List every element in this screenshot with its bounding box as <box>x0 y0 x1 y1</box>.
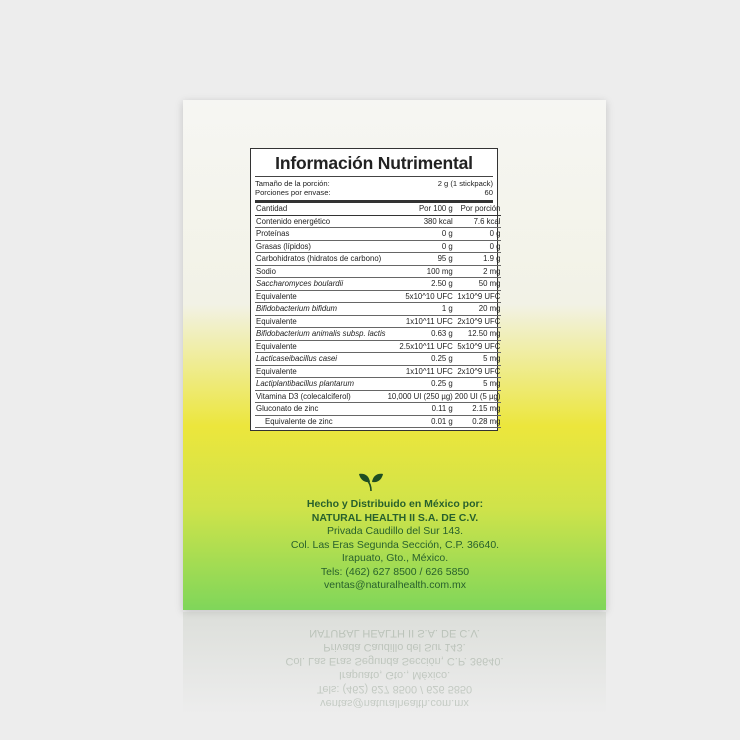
nutrition-row <box>255 415 501 428</box>
serving-size-value: 2 g (1 stickpack) <box>437 179 493 188</box>
per-100g-value: 0.25 g <box>387 353 454 366</box>
servings-value: 60 <box>484 188 493 197</box>
per-portion-value: 0.28 mg <box>454 415 502 428</box>
nutrient-name: Saccharomyces boulardii <box>255 278 387 291</box>
per-portion-value: 200 UI (5 µg) <box>454 391 501 401</box>
nutrient-name: Gluconato de zinc <box>255 403 387 416</box>
nutrient-name: Equivalente de zinc <box>255 415 387 428</box>
per-100g-value: 100 mg <box>387 265 454 278</box>
nutrition-row <box>255 390 501 403</box>
servings-per-container-row <box>255 188 493 197</box>
per-100g-value: 2.5x10^11 UFC <box>387 340 454 353</box>
nutrition-facts-panel <box>250 148 501 431</box>
nutrition-row <box>255 365 501 378</box>
nutrient-name: Equivalente <box>255 315 387 328</box>
per-portion-value: 1x10^9 UFC <box>454 290 502 303</box>
per-portion-value: 1.9 g <box>454 253 502 266</box>
phone-numbers: Tels: (462) 627 8500 / 626 5850 <box>320 565 470 578</box>
header-quantity: Cantidad <box>255 203 387 215</box>
per-100g-value: 0.11 g <box>387 403 454 416</box>
nutrition-row <box>255 265 501 278</box>
box-reflection <box>183 612 606 740</box>
reflection-text: ventas@naturalhealth.com.mx Tels: (462) 627 8500 / 626 5850 Irapuato, Gto., México. Col. Las Eras Segunda Sección, C.P. 36640. Privada Caudillo del Sur 143. NATURAL HEALTH II S.A. DE C.V. <box>285 627 504 709</box>
nutrition-row <box>255 278 501 291</box>
company-name: NATURAL HEALTH II S.A. DE C.V. <box>311 511 479 524</box>
per-100g-value: 2.50 g <box>387 278 454 291</box>
nutrient-name: Equivalente <box>255 290 387 303</box>
per-100g-value: 0.25 g <box>387 378 454 391</box>
servings-label: Porciones por envase: <box>255 188 331 197</box>
per-portion-value: 2x10^9 UFC <box>454 365 502 378</box>
nutrition-row <box>255 403 501 416</box>
nutrient-name: Sodio <box>255 265 387 278</box>
nutrition-header-row <box>255 203 501 215</box>
per-portion-value: 7.6 kcal <box>454 215 502 228</box>
nutrition-row <box>255 303 501 316</box>
per-portion-value: 0 g <box>454 240 502 253</box>
per-100g-value: 1x10^11 UFC <box>387 315 454 328</box>
nutrient-name: Contenido energético <box>255 215 387 228</box>
nutrient-name: Lactiplantibacillus plantarum <box>255 378 387 391</box>
nutrition-row <box>255 353 501 366</box>
nutrient-name: Lacticaseibacillus casei <box>255 353 387 366</box>
nutrition-row <box>255 378 501 391</box>
per-portion-value: 5x10^9 UFC <box>454 340 502 353</box>
nutrient-name: Proteínas <box>255 228 387 241</box>
serving-size-label: Tamaño de la porción: <box>255 179 330 188</box>
per-portion-value: 12.50 mg <box>454 328 502 341</box>
nutrition-row <box>255 340 501 353</box>
nutrition-table <box>255 203 501 428</box>
serving-info <box>255 176 493 197</box>
nutrition-row <box>255 228 501 241</box>
per-100g-value: 95 g <box>387 253 454 266</box>
header-per-100g: Por 100 g <box>387 203 454 215</box>
made-by-heading: Hecho y Distribuido en México por: <box>306 498 484 510</box>
nutrient-name: Carbohidratos (hidratos de carbono) <box>255 253 387 266</box>
per-portion-value: 0 g <box>454 228 502 241</box>
nutrient-name: Grasas (lípidos) <box>255 240 387 253</box>
nutrient-name: Equivalente <box>255 340 387 353</box>
address-city: Irapuato, Gto., México. <box>341 552 449 564</box>
per-portion-value: 5 mg <box>454 353 502 366</box>
per-100g-value: 10,000 UI (250 µg) <box>387 391 453 401</box>
address-street: Privada Caudillo del Sur 143. <box>327 525 463 537</box>
serving-size-row <box>255 179 493 188</box>
per-100g-value: 1 g <box>387 303 454 316</box>
nutrient-name: Bifidobacterium animalis subsp. lactis <box>256 329 386 338</box>
address-colony: Col. Las Eras Segunda Sección, C.P. 36640. <box>290 538 500 551</box>
per-100g-value: 1x10^11 UFC <box>387 365 454 378</box>
per-portion-value: 5 mg <box>454 378 502 391</box>
contact-email: ventas@naturalhealth.com.mx <box>324 579 466 591</box>
per-portion-value: 50 mg <box>454 278 502 291</box>
nutrition-row <box>255 215 501 228</box>
per-100g-value: 380 kcal <box>387 215 454 228</box>
manufacturer-info <box>230 498 560 593</box>
per-portion-value: 2.15 mg <box>454 403 502 416</box>
nutrition-row <box>255 253 501 266</box>
nutrition-row <box>255 315 501 328</box>
per-100g-value: 0.01 g <box>387 415 454 428</box>
nutrition-row <box>255 240 501 253</box>
nutrition-row <box>255 328 501 341</box>
per-portion-value: 20 mg <box>454 303 502 316</box>
leaf-sprout-icon <box>358 472 384 492</box>
per-100g-value: 0 g <box>387 240 454 253</box>
nutrition-title: Información Nutrimental <box>275 153 473 173</box>
header-per-portion: Por porción <box>454 203 502 215</box>
nutrient-name: Equivalente <box>255 365 387 378</box>
per-portion-value: 2x10^9 UFC <box>454 315 502 328</box>
nutrient-name: Vitamina D3 (colecalciferol) <box>255 390 387 403</box>
per-portion-value: 2 mg <box>454 265 502 278</box>
per-100g-value: 5x10^10 UFC <box>387 290 454 303</box>
per-100g-value: 0.63 g <box>387 328 454 341</box>
nutrition-row <box>255 290 501 303</box>
nutrient-name: Bifidobacterium bifidum <box>255 303 387 316</box>
per-100g-value: 0 g <box>387 228 454 241</box>
